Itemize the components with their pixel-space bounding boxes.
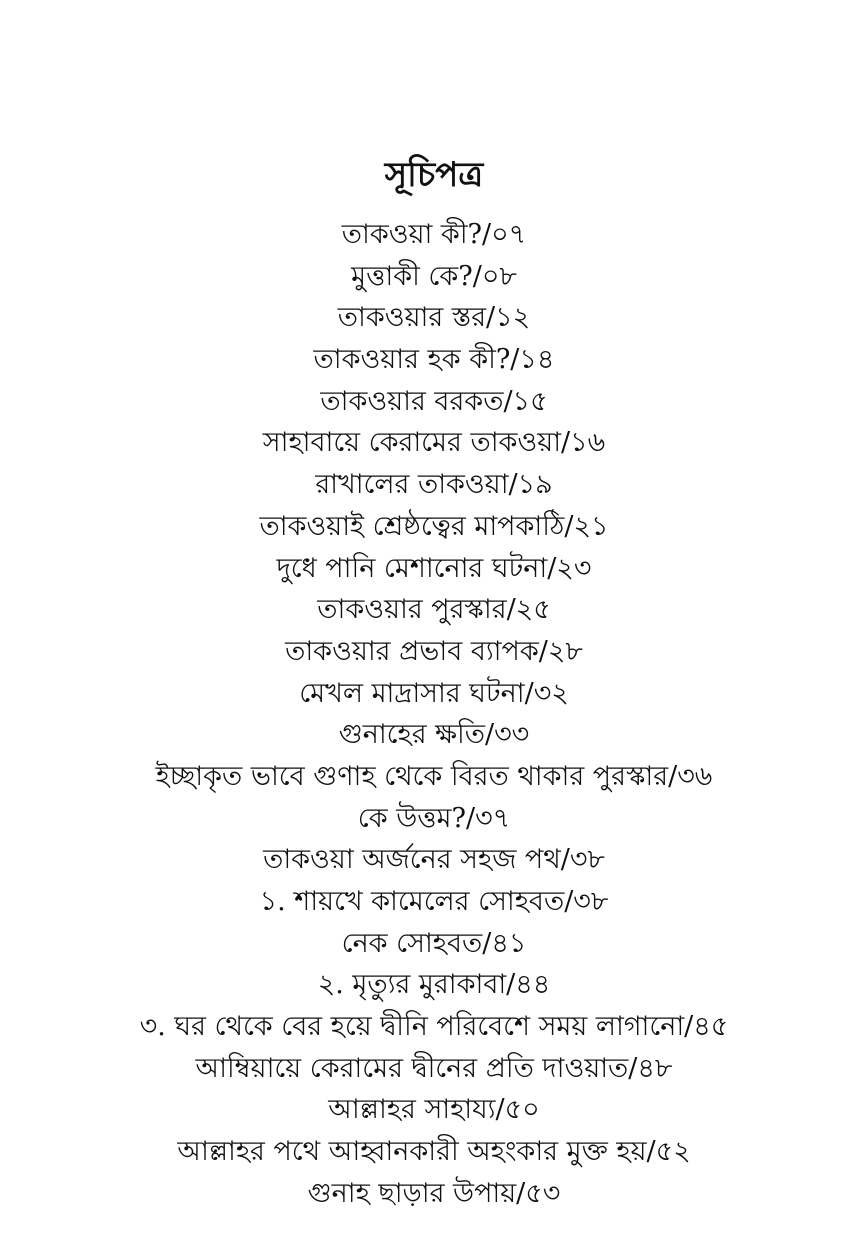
toc-entry: মেখল মাদ্রাসার ঘটনা/৩২ [299, 677, 569, 709]
toc-entry: রাখালের তাকওয়া/১৯ [315, 469, 553, 501]
toc-entry: মুত্তাকী কে?/০৮ [351, 260, 517, 292]
toc-entry: ইচ্ছাকৃত ভাবে গুণাহ থেকে বিরত থাকার পুরস্কার/৩৬ [155, 760, 713, 792]
toc-entry: গুনাহের ক্ষতি/৩৩ [338, 719, 530, 751]
toc-entry: তাকওয়ার পুরস্কার/২৫ [317, 594, 551, 626]
toc-entry: ২. মৃত্যুর মুরাকাবা/৪৪ [317, 969, 551, 1001]
toc-entry: সাহাবায়ে কেরামের তাকওয়া/১৬ [262, 427, 606, 459]
toc-entry: কে উত্তম?/৩৭ [357, 802, 511, 834]
toc-entry: ১. শায়খে কামেলের সোহবত/৩৮ [259, 886, 609, 917]
toc-entry: আম্বিয়ায়ে কেরামের দ্বীনের প্রতি দাওয়াত/৪৮ [195, 1052, 673, 1084]
toc-entry: নেক সোহবত/৪১ [341, 927, 527, 959]
page-title: সূচিপত্র [384, 155, 484, 195]
toc-entry: তাকওয়ার প্রভাব ব্যাপক/২৮ [285, 635, 583, 667]
toc-entry: গুনাহ ছাড়ার উপায়/৫৩ [307, 1177, 561, 1209]
toc-entry: আল্লাহর সাহায্য/৫০ [328, 1094, 540, 1126]
toc-entry: তাকওয়াই শ্রেষ্ঠত্বের মাপকাঠি/২১ [259, 510, 609, 542]
toc-entry: দুধে পানি মেশানোর ঘটনা/২৩ [276, 552, 592, 584]
toc-entry: তাকওয়া কী?/০৭ [341, 219, 527, 250]
table-of-contents [0, 214, 868, 1215]
toc-entry: তাকওয়ার বরকত/১৫ [320, 385, 548, 417]
toc-entry: তাকওয়া অর্জনের সহজ পথ/৩৮ [263, 844, 605, 876]
toc-entry: তাকওয়ার স্তর/১২ [337, 302, 531, 334]
toc-entry: ৩. ঘর থেকে বের হয়ে দ্বীনি পরিবেশে সময় লাগানো/৪৫ [139, 1011, 729, 1043]
toc-entry: আল্লাহর পথে আহ্বানকারী অহংকার মুক্ত হয়/৫২ [177, 1136, 691, 1168]
toc-entry: তাকওয়ার হক কী?/১৪ [313, 344, 555, 376]
